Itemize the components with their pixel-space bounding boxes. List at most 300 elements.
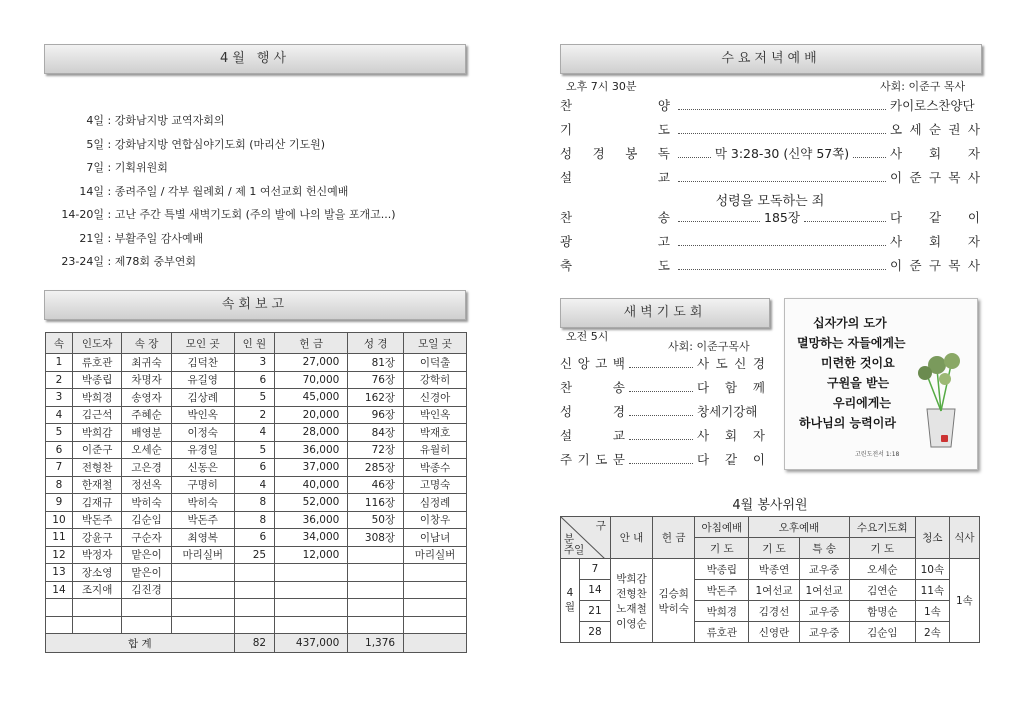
table-cell: 박인옥: [171, 406, 234, 424]
wednesday-line: [560, 254, 980, 276]
table-cell: 김재규: [72, 494, 121, 512]
dawn-value: [697, 354, 765, 372]
table-cell: 신경아: [404, 389, 467, 407]
table-cell: 정선옥: [122, 476, 171, 494]
calligraphy-line: 구원을 받는: [827, 376, 890, 390]
table-row: [46, 564, 467, 582]
report-title: 속회보고: [221, 297, 289, 312]
wednesday-value: [890, 144, 980, 162]
table-cell: 최영복: [171, 529, 234, 547]
dawn-label-char: 송: [612, 380, 625, 395]
table-cell: 차명자: [122, 371, 171, 389]
service-morning-prayer: 류호관: [695, 622, 749, 643]
table-cell: 7: [46, 459, 73, 477]
wednesday-value-char: 같: [928, 210, 942, 225]
table-cell: 유월히: [404, 441, 467, 459]
table-cell: 유길영: [171, 371, 234, 389]
wednesday-title: 수요저녁예배: [721, 51, 821, 66]
table-cell: [275, 599, 348, 617]
calligraphy-line: 하나님의 능력이라: [799, 416, 896, 430]
table-cell: 81장: [348, 354, 404, 372]
table-cell: 최귀숙: [122, 354, 171, 372]
table-cell: 40,000: [275, 476, 348, 494]
service-subheader: 기 도: [849, 538, 915, 559]
table-cell: 70,000: [275, 371, 348, 389]
table-cell: 162장: [348, 389, 404, 407]
table-cell: 12,000: [275, 546, 348, 564]
table-cell: 8: [46, 476, 73, 494]
table-cell: 13: [46, 564, 73, 582]
service-offering-header: 헌 금: [653, 517, 695, 559]
dawn-value-char: 신: [734, 356, 747, 371]
table-row: [46, 616, 467, 634]
table-cell: 박정자: [72, 546, 121, 564]
wednesday-value-char: 사: [967, 258, 980, 273]
event-item: [48, 183, 348, 199]
service-month: 4월: [561, 559, 580, 643]
dawn-value-char: 다: [697, 380, 710, 395]
event-item: [48, 206, 396, 222]
wednesday-value: [890, 208, 980, 226]
table-row: [46, 459, 467, 477]
table-cell: 8: [234, 494, 274, 512]
table-cell: 박종수: [404, 459, 467, 477]
service-guide-name: 이영순: [616, 617, 647, 630]
table-cell: 4: [234, 476, 274, 494]
table-cell: [404, 616, 467, 634]
table-cell: 2: [46, 371, 73, 389]
table-cell: 285장: [348, 459, 404, 477]
table-cell: [404, 564, 467, 582]
service-clean: 10속: [915, 559, 949, 580]
dawn-value-char: 다: [697, 452, 710, 467]
table-cell: 송영자: [122, 389, 171, 407]
dot-leader: [629, 455, 693, 464]
service-wed-prayer: 김연순: [849, 580, 915, 601]
table-cell: 34,000: [275, 529, 348, 547]
dawn-line: [560, 352, 765, 374]
table-cell: 5: [234, 441, 274, 459]
calligraphy-frame: [784, 298, 978, 470]
wednesday-value: [890, 232, 980, 250]
table-cell: 구순자: [122, 529, 171, 547]
wednesday-label-char: 기: [560, 122, 573, 137]
dot-leader: [678, 213, 760, 222]
event-text: 고난 주간 특별 새벽기도회 (주의 발에 나의 발을 포개고...): [114, 208, 396, 221]
report-total-bible: 1,376: [348, 634, 404, 653]
table-cell: 김근석: [72, 406, 121, 424]
dawn-value: [697, 378, 765, 396]
table-cell: 11: [46, 529, 73, 547]
service-clean: 2속: [915, 622, 949, 643]
wednesday-label-char: 찬: [560, 98, 573, 113]
service-week: 14: [580, 580, 611, 601]
table-cell: 이남녀: [404, 529, 467, 547]
report-header: 헌 금: [275, 333, 348, 354]
event-sep: :: [104, 231, 115, 245]
table-cell: [348, 581, 404, 599]
report-total-row: [46, 634, 467, 653]
table-cell: 이창우: [404, 511, 467, 529]
table-cell: 이덕출: [404, 354, 467, 372]
wednesday-presider: 사회: 이준구 목사: [880, 80, 966, 93]
wednesday-value-char: 목: [948, 258, 961, 273]
service-subheader: 기 도: [695, 538, 749, 559]
table-cell: 10: [46, 511, 73, 529]
table-cell: 25: [234, 546, 274, 564]
dawn-line: [560, 376, 765, 398]
service-clean: 11속: [915, 580, 949, 601]
table-cell: 박희경: [72, 389, 121, 407]
wednesday-label-char: 경: [592, 146, 605, 161]
service-guide-name: 전형찬: [616, 587, 647, 600]
table-cell: [275, 564, 348, 582]
event-date: 23-24일: [61, 255, 104, 268]
event-date: 14일: [79, 184, 104, 198]
calligraphy-text: [793, 313, 943, 433]
wednesday-value-char: 목: [948, 170, 961, 185]
report-header: 속 장: [122, 333, 171, 354]
table-row: [46, 354, 467, 372]
event-item: [48, 159, 168, 175]
table-row: [46, 581, 467, 599]
table-cell: 박인옥: [404, 406, 467, 424]
service-guide-name: 노재철: [616, 602, 647, 615]
dawn-value-char: 사: [697, 428, 710, 443]
event-date: 14-20일: [61, 208, 104, 221]
service-wed-prayer: 함명순: [849, 601, 915, 622]
wednesday-value-char: 준: [909, 170, 922, 185]
table-cell: 박재호: [404, 424, 467, 442]
dot-leader: [804, 213, 886, 222]
dawn-label-char: 주: [560, 452, 573, 467]
table-row: [46, 546, 467, 564]
wednesday-label-char: 도: [657, 122, 670, 137]
wednesday-mid: 185장: [764, 210, 800, 225]
wednesday-value-char: 오: [890, 122, 903, 137]
table-cell: 박희감: [72, 424, 121, 442]
report-total-offering: 437,000: [275, 634, 348, 653]
table-cell: [171, 564, 234, 582]
table-cell: 유경일: [171, 441, 234, 459]
table-cell: 배영분: [122, 424, 171, 442]
table-cell: 고은경: [122, 459, 171, 477]
service-afternoon-prayer: 김경선: [749, 601, 799, 622]
wednesday-value: [890, 256, 980, 274]
wednesday-label-char: 성: [560, 146, 573, 161]
wednesday-label-char: 고: [657, 234, 670, 249]
dawn-label-char: 기: [577, 452, 590, 467]
table-cell: [275, 616, 348, 634]
table-cell: 김덕찬: [171, 354, 234, 372]
calligraphy-line: 십자가의 도가: [813, 316, 887, 330]
dot-leader: [629, 407, 693, 416]
table-cell: 박히숙: [122, 494, 171, 512]
table-cell: 36,000: [275, 441, 348, 459]
service-afternoon-header: 오후예배: [749, 517, 849, 538]
table-cell: 46장: [348, 476, 404, 494]
dawn-title-bar: [560, 298, 770, 328]
table-cell: 20,000: [275, 406, 348, 424]
dot-leader: [678, 101, 886, 110]
wednesday-value-char: 회: [928, 234, 942, 249]
wednesday-line: [560, 118, 980, 140]
table-cell: 37,000: [275, 459, 348, 477]
table-row: [46, 599, 467, 617]
wednesday-label-char: 독: [657, 146, 670, 161]
service-guide-header: 안 내: [610, 517, 652, 559]
report-header: 성 경: [348, 333, 404, 354]
table-cell: 52,000: [275, 494, 348, 512]
service-corner-top: 구: [595, 520, 606, 532]
seal-icon: [941, 435, 948, 442]
wednesday-value-char: 준: [909, 258, 922, 273]
event-sep: :: [104, 255, 115, 268]
report-table: [45, 332, 467, 653]
table-cell: 구명히: [171, 476, 234, 494]
dawn-label: [560, 354, 625, 372]
event-item: [48, 230, 203, 246]
dawn-value-char: 사: [697, 356, 710, 371]
event-date: 4일: [86, 114, 104, 127]
dawn-label-char: 고: [595, 356, 608, 371]
table-cell: 이정숙: [171, 424, 234, 442]
report-total-label: 합 계: [46, 634, 235, 653]
wednesday-value-char: 이: [967, 210, 980, 225]
table-cell: 전형찬: [72, 459, 121, 477]
table-cell: 2: [234, 406, 274, 424]
table-cell: 강윤구: [72, 529, 121, 547]
event-item: [48, 253, 196, 269]
wednesday-value-char: 자: [967, 146, 980, 161]
calligraphy-reference: 고린도전서 1:18: [855, 451, 900, 458]
calligraphy-line: 미련한 것이요: [821, 356, 895, 370]
table-cell: 이준구: [72, 441, 121, 459]
dawn-label-char: 성: [560, 404, 573, 419]
table-cell: 오세순: [122, 441, 171, 459]
dot-leader: [678, 237, 886, 246]
table-cell: 308장: [348, 529, 404, 547]
table-cell: 4: [234, 424, 274, 442]
service-corner-cell: [561, 517, 611, 559]
event-sep: :: [104, 161, 115, 174]
dawn-line: [560, 448, 765, 470]
wednesday-value-char: 순: [928, 122, 942, 137]
wednesday-value-char: 구: [928, 170, 942, 185]
event-sep: :: [104, 208, 115, 221]
event-text: 종려주일 / 각부 월례회 / 제 1 여선교회 헌신예배: [114, 184, 349, 198]
table-cell: 박히숙: [171, 494, 234, 512]
table-cell: 3: [234, 354, 274, 372]
dawn-label: [560, 402, 625, 420]
dot-leader: [678, 125, 886, 134]
dawn-label-char: 백: [612, 356, 625, 371]
dawn-label: [560, 426, 625, 444]
table-cell: [171, 599, 234, 617]
table-cell: 36,000: [275, 511, 348, 529]
dawn-label-char: 설: [560, 428, 573, 443]
report-total-empty: [404, 634, 467, 653]
wednesday-label-char: 찬: [560, 210, 573, 225]
service-morning-prayer: 박종립: [695, 559, 749, 580]
report-header: 속: [46, 333, 73, 354]
service-offerer-name: 김승희: [658, 587, 689, 600]
table-row: [46, 476, 467, 494]
event-text: 제78회 중부연회: [114, 255, 196, 268]
service-week: 7: [580, 559, 611, 580]
wednesday-line: [560, 94, 980, 116]
service-title: 4월 봉사위원: [732, 498, 808, 513]
table-cell: 12: [46, 546, 73, 564]
table-cell: 조지애: [72, 581, 121, 599]
event-date: 21일: [79, 231, 104, 245]
wednesday-value-char: 회: [928, 146, 942, 161]
wednesday-value-char: 자: [967, 234, 980, 249]
wednesday-value-char: 다: [890, 210, 903, 225]
sermon-title: 성령을 모독하는 죄: [715, 194, 825, 209]
dawn-label: [560, 450, 625, 468]
table-cell: [404, 599, 467, 617]
dawn-label-char: 문: [612, 452, 625, 467]
wednesday-value-char: 사: [967, 170, 980, 185]
table-cell: 8: [234, 511, 274, 529]
events-title-bar: [44, 44, 466, 74]
service-subheader: 특 송: [799, 538, 849, 559]
calligraphy-line: 멸망하는 자들에게는: [797, 336, 906, 350]
service-afternoon-prayer: 1여선교: [749, 580, 799, 601]
table-cell: [234, 564, 274, 582]
wednesday-mid: 막 3:28-30 (신약 57쪽): [714, 146, 850, 161]
dawn-value-char: 경: [752, 356, 765, 371]
wednesday-value-char: 사: [967, 122, 980, 137]
service-week: 28: [580, 622, 611, 643]
table-cell: 6: [234, 529, 274, 547]
table-cell: 박돈주: [72, 511, 121, 529]
wednesday-value-char: 세: [909, 122, 922, 137]
wednesday-label-char: 축: [560, 258, 573, 273]
wednesday-label: [560, 144, 674, 162]
table-cell: [122, 616, 171, 634]
wednesday-label: [560, 256, 674, 274]
dawn-line: [560, 400, 765, 422]
table-cell: 28,000: [275, 424, 348, 442]
dawn-value: [697, 402, 765, 420]
event-sep: :: [104, 137, 115, 151]
table-row: [46, 494, 467, 512]
table-cell: 84장: [348, 424, 404, 442]
table-cell: [234, 616, 274, 634]
service-corner-left: 분: [564, 533, 575, 545]
event-text: 부활주일 감사예배: [114, 231, 204, 245]
report-header: 인 원: [234, 333, 274, 354]
dawn-label-char: 교: [612, 428, 625, 443]
table-cell: 강학히: [404, 371, 467, 389]
dawn-label-char: 도: [595, 452, 608, 467]
dawn-value-char: 같: [724, 452, 738, 467]
dawn-label-char: 찬: [560, 380, 573, 395]
table-row: [46, 511, 467, 529]
service-morning-prayer: 박돈주: [695, 580, 749, 601]
dot-leader: [678, 261, 886, 270]
wednesday-label-char: 송: [657, 210, 670, 225]
table-cell: 14: [46, 581, 73, 599]
service-wed-prayer: 오세순: [849, 559, 915, 580]
service-corner-bottom: 주일: [564, 544, 585, 556]
service-table: [560, 516, 980, 643]
wednesday-label: [560, 168, 674, 186]
dot-leader: [629, 359, 693, 368]
table-cell: [234, 599, 274, 617]
table-cell: 신동은: [171, 459, 234, 477]
table-cell: 116장: [348, 494, 404, 512]
table-cell: 4: [46, 406, 73, 424]
wednesday-label: [560, 120, 674, 138]
wednesday-label-char: 양: [657, 98, 670, 113]
service-guide-name: 박희감: [616, 572, 647, 585]
table-cell: [234, 581, 274, 599]
wednesday-label-char: 설: [560, 170, 573, 185]
dawn-value-char: 함: [724, 380, 738, 395]
dawn-value: [697, 426, 765, 444]
service-guides: [610, 559, 652, 643]
table-cell: 박돈주: [171, 511, 234, 529]
table-cell: 6: [234, 459, 274, 477]
event-item: [48, 136, 325, 152]
report-header: 모일 곳: [404, 333, 467, 354]
service-morning-prayer: 박희경: [695, 601, 749, 622]
table-cell: 주혜순: [122, 406, 171, 424]
table-cell: 장소영: [72, 564, 121, 582]
dawn-value: [697, 450, 765, 468]
event-text: 강화남지방 교역자회의: [114, 114, 225, 127]
service-subheader: 기 도: [749, 538, 799, 559]
table-row: [46, 441, 467, 459]
dot-leader: [629, 431, 693, 440]
wednesday-line: [560, 230, 980, 252]
dot-leader: [678, 173, 886, 182]
dawn-time: 오전 5시: [566, 330, 609, 343]
table-row: [46, 424, 467, 442]
table-cell: 박종립: [72, 371, 121, 389]
dawn-value-char: 께: [752, 380, 765, 395]
table-cell: [46, 599, 73, 617]
dawn-value-char: 이: [752, 452, 765, 467]
table-cell: 맡은이: [122, 564, 171, 582]
table-cell: [348, 546, 404, 564]
event-date: 7일: [86, 161, 104, 174]
table-cell: 류호관: [72, 354, 121, 372]
table-row: [561, 559, 980, 580]
wednesday-label-char: 봉: [625, 146, 638, 161]
wednesday-label: [560, 232, 674, 250]
dawn-label: [560, 378, 625, 396]
table-cell: [348, 599, 404, 617]
wednesday-label-char: 도: [657, 258, 670, 273]
table-cell: [72, 599, 121, 617]
table-cell: 5: [234, 389, 274, 407]
event-text: 강화남지방 연합심야기도회 (마리산 기도원): [114, 137, 326, 151]
table-cell: [72, 616, 121, 634]
wednesday-value-char: 이: [890, 258, 903, 273]
table-cell: 5: [46, 424, 73, 442]
table-cell: 1: [46, 354, 73, 372]
table-cell: [171, 616, 234, 634]
table-cell: 3: [46, 389, 73, 407]
service-morning-header: 아침예배: [695, 517, 749, 538]
dawn-label-char: 앙: [577, 356, 590, 371]
wednesday-value-char: 사: [890, 146, 903, 161]
dawn-label-char: 신: [560, 356, 573, 371]
